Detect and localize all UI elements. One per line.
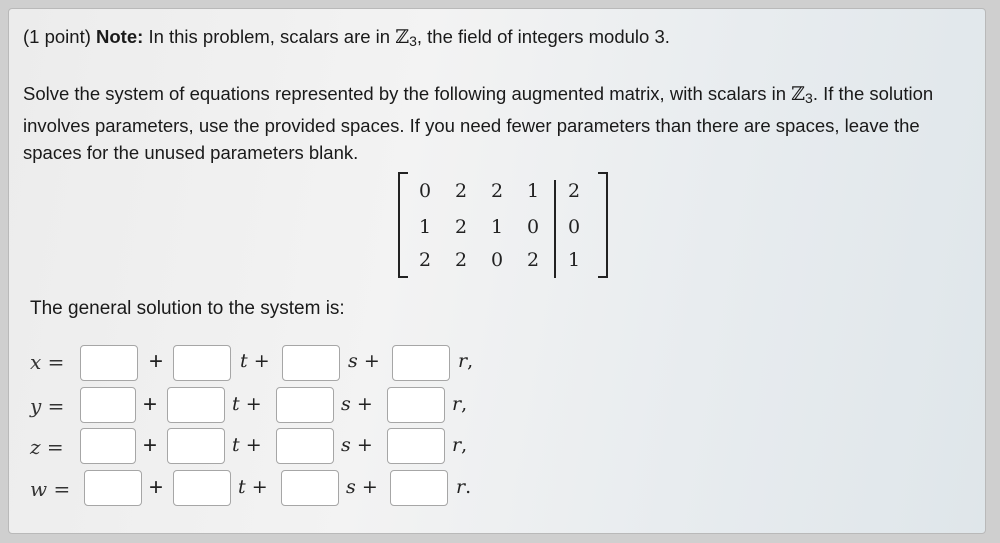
- x-t-plus: +: [253, 350, 270, 372]
- note-label: Note:: [96, 26, 144, 47]
- z-s-coefficient-input[interactable]: [276, 428, 334, 464]
- y-r-term: [452, 393, 467, 415]
- x-s-coefficient-input[interactable]: [282, 345, 340, 381]
- matrix-augment-divider: [554, 180, 556, 278]
- matrix-cell-r1c4: 1: [526, 180, 540, 202]
- matrix-cell-r1c3: 2: [490, 180, 504, 202]
- x-s-plus: +: [363, 350, 380, 372]
- y-t-term: [232, 393, 262, 415]
- y-t-plus: +: [245, 393, 262, 415]
- z-t-coefficient-input[interactable]: [167, 428, 225, 464]
- w-t-term: [238, 476, 268, 498]
- matrix-cell-r2c5: 0: [567, 216, 581, 238]
- y-r-coefficient-input[interactable]: [387, 387, 445, 423]
- matrix-cell-r3c1: 2: [418, 249, 432, 271]
- y-row-end: ,: [461, 393, 468, 415]
- z-r-var: r: [452, 434, 462, 456]
- z-t-term: [232, 434, 262, 456]
- problem-intro: [23, 26, 670, 49]
- x-s-var: s: [348, 350, 358, 372]
- y-t-coefficient-input[interactable]: [167, 387, 225, 423]
- x-r-var: r: [458, 350, 468, 372]
- intro-text-end: , the field of integers modulo 3.: [416, 26, 670, 47]
- var-y-label: y =: [30, 394, 65, 418]
- w-t-var: t: [238, 476, 246, 498]
- x-s-term: [348, 350, 380, 372]
- matrix-cell-r2c2: 2: [454, 216, 468, 238]
- z-s-term: [341, 434, 373, 456]
- y-s-term: [341, 393, 373, 415]
- var-z-label: z =: [30, 435, 64, 459]
- field-subscript: 3: [409, 33, 417, 49]
- matrix-left-bracket: [398, 172, 408, 278]
- field-symbol: ℤ: [395, 26, 410, 48]
- matrix-cell-r3c5: 1: [567, 249, 581, 271]
- x-r-term: [458, 350, 473, 372]
- z-t-plus: +: [245, 434, 262, 456]
- general-solution-label: The general solution to the system is:: [30, 298, 345, 319]
- x-t-term: [240, 350, 270, 372]
- y-s-coefficient-input[interactable]: [276, 387, 334, 423]
- y-plus-sign: +: [143, 391, 158, 418]
- matrix-cell-r3c3: 0: [490, 249, 504, 271]
- matrix-cell-r3c2: 2: [454, 249, 468, 271]
- matrix-right-bracket: [598, 172, 608, 278]
- matrix-cell-r1c2: 2: [454, 180, 468, 202]
- instructions-field-subscript: 3: [805, 90, 813, 106]
- instructions-rest: solution involves parameters, use the provided spaces. If you need fewer parameters than there are spaces, leave the spaces for the unused parameters blank.: [23, 83, 934, 163]
- x-r-coefficient-input[interactable]: [392, 345, 450, 381]
- w-s-var: s: [346, 476, 356, 498]
- z-r-coefficient-input[interactable]: [387, 428, 445, 464]
- w-s-plus: +: [361, 476, 378, 498]
- y-s-var: s: [341, 393, 351, 415]
- instructions-field-symbol: ℤ: [791, 83, 806, 105]
- z-constant-input[interactable]: [80, 428, 136, 464]
- matrix-cell-r2c3: 1: [490, 216, 504, 238]
- z-plus-sign: +: [143, 432, 158, 459]
- instructions: [23, 80, 973, 166]
- x-plus-sign: +: [149, 348, 164, 375]
- matrix-cell-r2c4: 0: [526, 216, 540, 238]
- x-constant-input[interactable]: [80, 345, 138, 381]
- instructions-line1-end: . If the: [812, 83, 865, 104]
- w-constant-input[interactable]: [84, 470, 142, 506]
- x-t-coefficient-input[interactable]: [173, 345, 231, 381]
- matrix-cell-r2c1: 1: [418, 216, 432, 238]
- z-t-var: t: [232, 434, 240, 456]
- matrix-cell-r1c1: 0: [418, 180, 432, 202]
- w-row-end: .: [465, 476, 472, 498]
- matrix-cell-r3c4: 2: [526, 249, 540, 271]
- y-t-var: t: [232, 393, 240, 415]
- augmented-matrix: [398, 172, 608, 276]
- z-r-term: [452, 434, 467, 456]
- w-r-coefficient-input[interactable]: [390, 470, 448, 506]
- z-s-plus: +: [356, 434, 373, 456]
- points-label: (1 point): [23, 26, 91, 47]
- w-r-var: r: [456, 476, 466, 498]
- y-constant-input[interactable]: [80, 387, 136, 423]
- y-r-var: r: [452, 393, 462, 415]
- y-s-plus: +: [356, 393, 373, 415]
- var-x-label: x =: [30, 350, 65, 374]
- w-t-plus: +: [251, 476, 268, 498]
- intro-text: In this problem, scalars are in: [148, 26, 391, 47]
- w-s-coefficient-input[interactable]: [281, 470, 339, 506]
- matrix-cell-r1c5: 2: [567, 180, 581, 202]
- z-s-var: s: [341, 434, 351, 456]
- x-t-var: t: [240, 350, 248, 372]
- z-row-end: ,: [461, 434, 468, 456]
- w-s-term: [346, 476, 378, 498]
- x-row-end: ,: [467, 350, 474, 372]
- instructions-line1: Solve the system of equations represented by the following augmented matrix, with scalars in: [23, 83, 787, 104]
- w-t-coefficient-input[interactable]: [173, 470, 231, 506]
- var-w-label: w =: [30, 477, 71, 501]
- w-plus-sign: +: [149, 474, 164, 501]
- w-r-term: [456, 476, 471, 498]
